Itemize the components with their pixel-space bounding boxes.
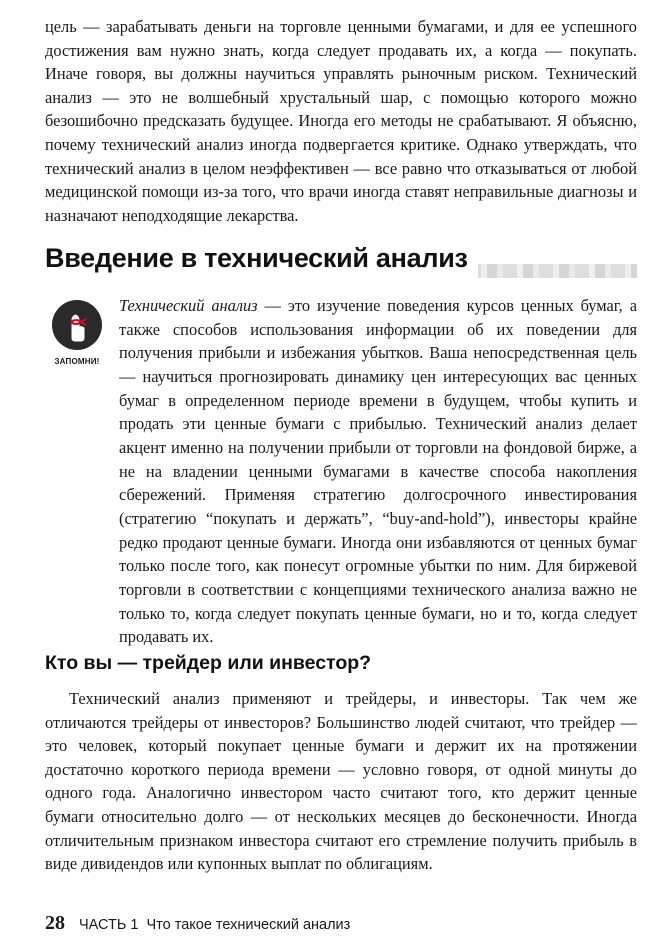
remember-callout xyxy=(45,300,109,366)
remember-body: — это изучение поведения курсов ценных бумаг, а также способов использования информации об их поведении для получения прибыли и избежания убытков. Ваша непосредственная цель — научиться прогнозировать динамику цен интересующих вас ценных бумаг в определенном периоде времени в будущем, чтобы купить и продать эти ценные бумаги с прибылью. Технический анализ делает акцент именно на получении прибыли от торговли на фондовой бирже, а не на владении ценными бумагами в качестве способа накопления сбережений. Применяя стратегию долгосрочного инвестирования (стратегию “покупать и держать”, “buy-and-hold”), инвесторы крайне редко продают ценные бумаги. Иногда они избавляются от ценных бумаг только после того, как понесут огромные убытки по ним. Для биржевой торговли в соответствии с концепциями технического анализа важно не только то, когда следует покупать ценные бумаги, но и то, когда следует продавать их. xyxy=(119,296,637,647)
page-number: 28 xyxy=(45,912,65,934)
footer-part: ЧАСТЬ 1 xyxy=(79,917,139,933)
remember-text xyxy=(119,294,637,649)
page-footer xyxy=(45,912,350,936)
second-paragraph: Технический анализ применяют и трейдеры, и инвесторы. Так чем же отличаются трейдеры от инвесторов? Большинство людей считают, что трейдер — это человек, который покупает ценные бумаги и держит их на протяжении достаточно короткого периода времени — условно говоря, от одной минуты до одного года. Аналогично инвестором часто считают того, кто держит ценные бумаги относительно долго — от нескольких месяцев до бесконечности. Иногда отличительным признаком инвестора считают его стремление получить прибыль в виде дивидендов или купонных выплат по облигациям. xyxy=(45,689,637,874)
section-heading: Введение в технический анализ xyxy=(45,238,478,278)
footer-title: Что такое технический анализ xyxy=(146,917,351,933)
top-paragraph: цель — зарабатывать деньги на торговле ценными бумагами, и для ее успешного достижения вам нужно знать, когда следует продавать их, а когда — покупать. Иначе говоря, вы должны научиться управлять рыночным риском. Технический анализ — это не волшебный хрустальный шар, с помощью которого можно безошибочно предсказать будущее. Иногда его методы не срабатывают. Я объясню, почему технический анализ иногда подвергается критике. Однако утверждать, что технический анализ в целом неэффективен — все равно что отказываться от любой медицинской помощи из-за того, что врачи иногда ставят неправильные диагнозы и назначают неподходящие лекарства. xyxy=(45,17,637,225)
finger-string-icon xyxy=(52,300,102,350)
remember-label: ЗАПОМНИ! xyxy=(54,357,100,366)
remember-term: Технический анализ xyxy=(119,296,258,315)
section-heading-block xyxy=(45,238,637,282)
subheading: Кто вы — трейдер или инвестор? xyxy=(45,652,372,674)
